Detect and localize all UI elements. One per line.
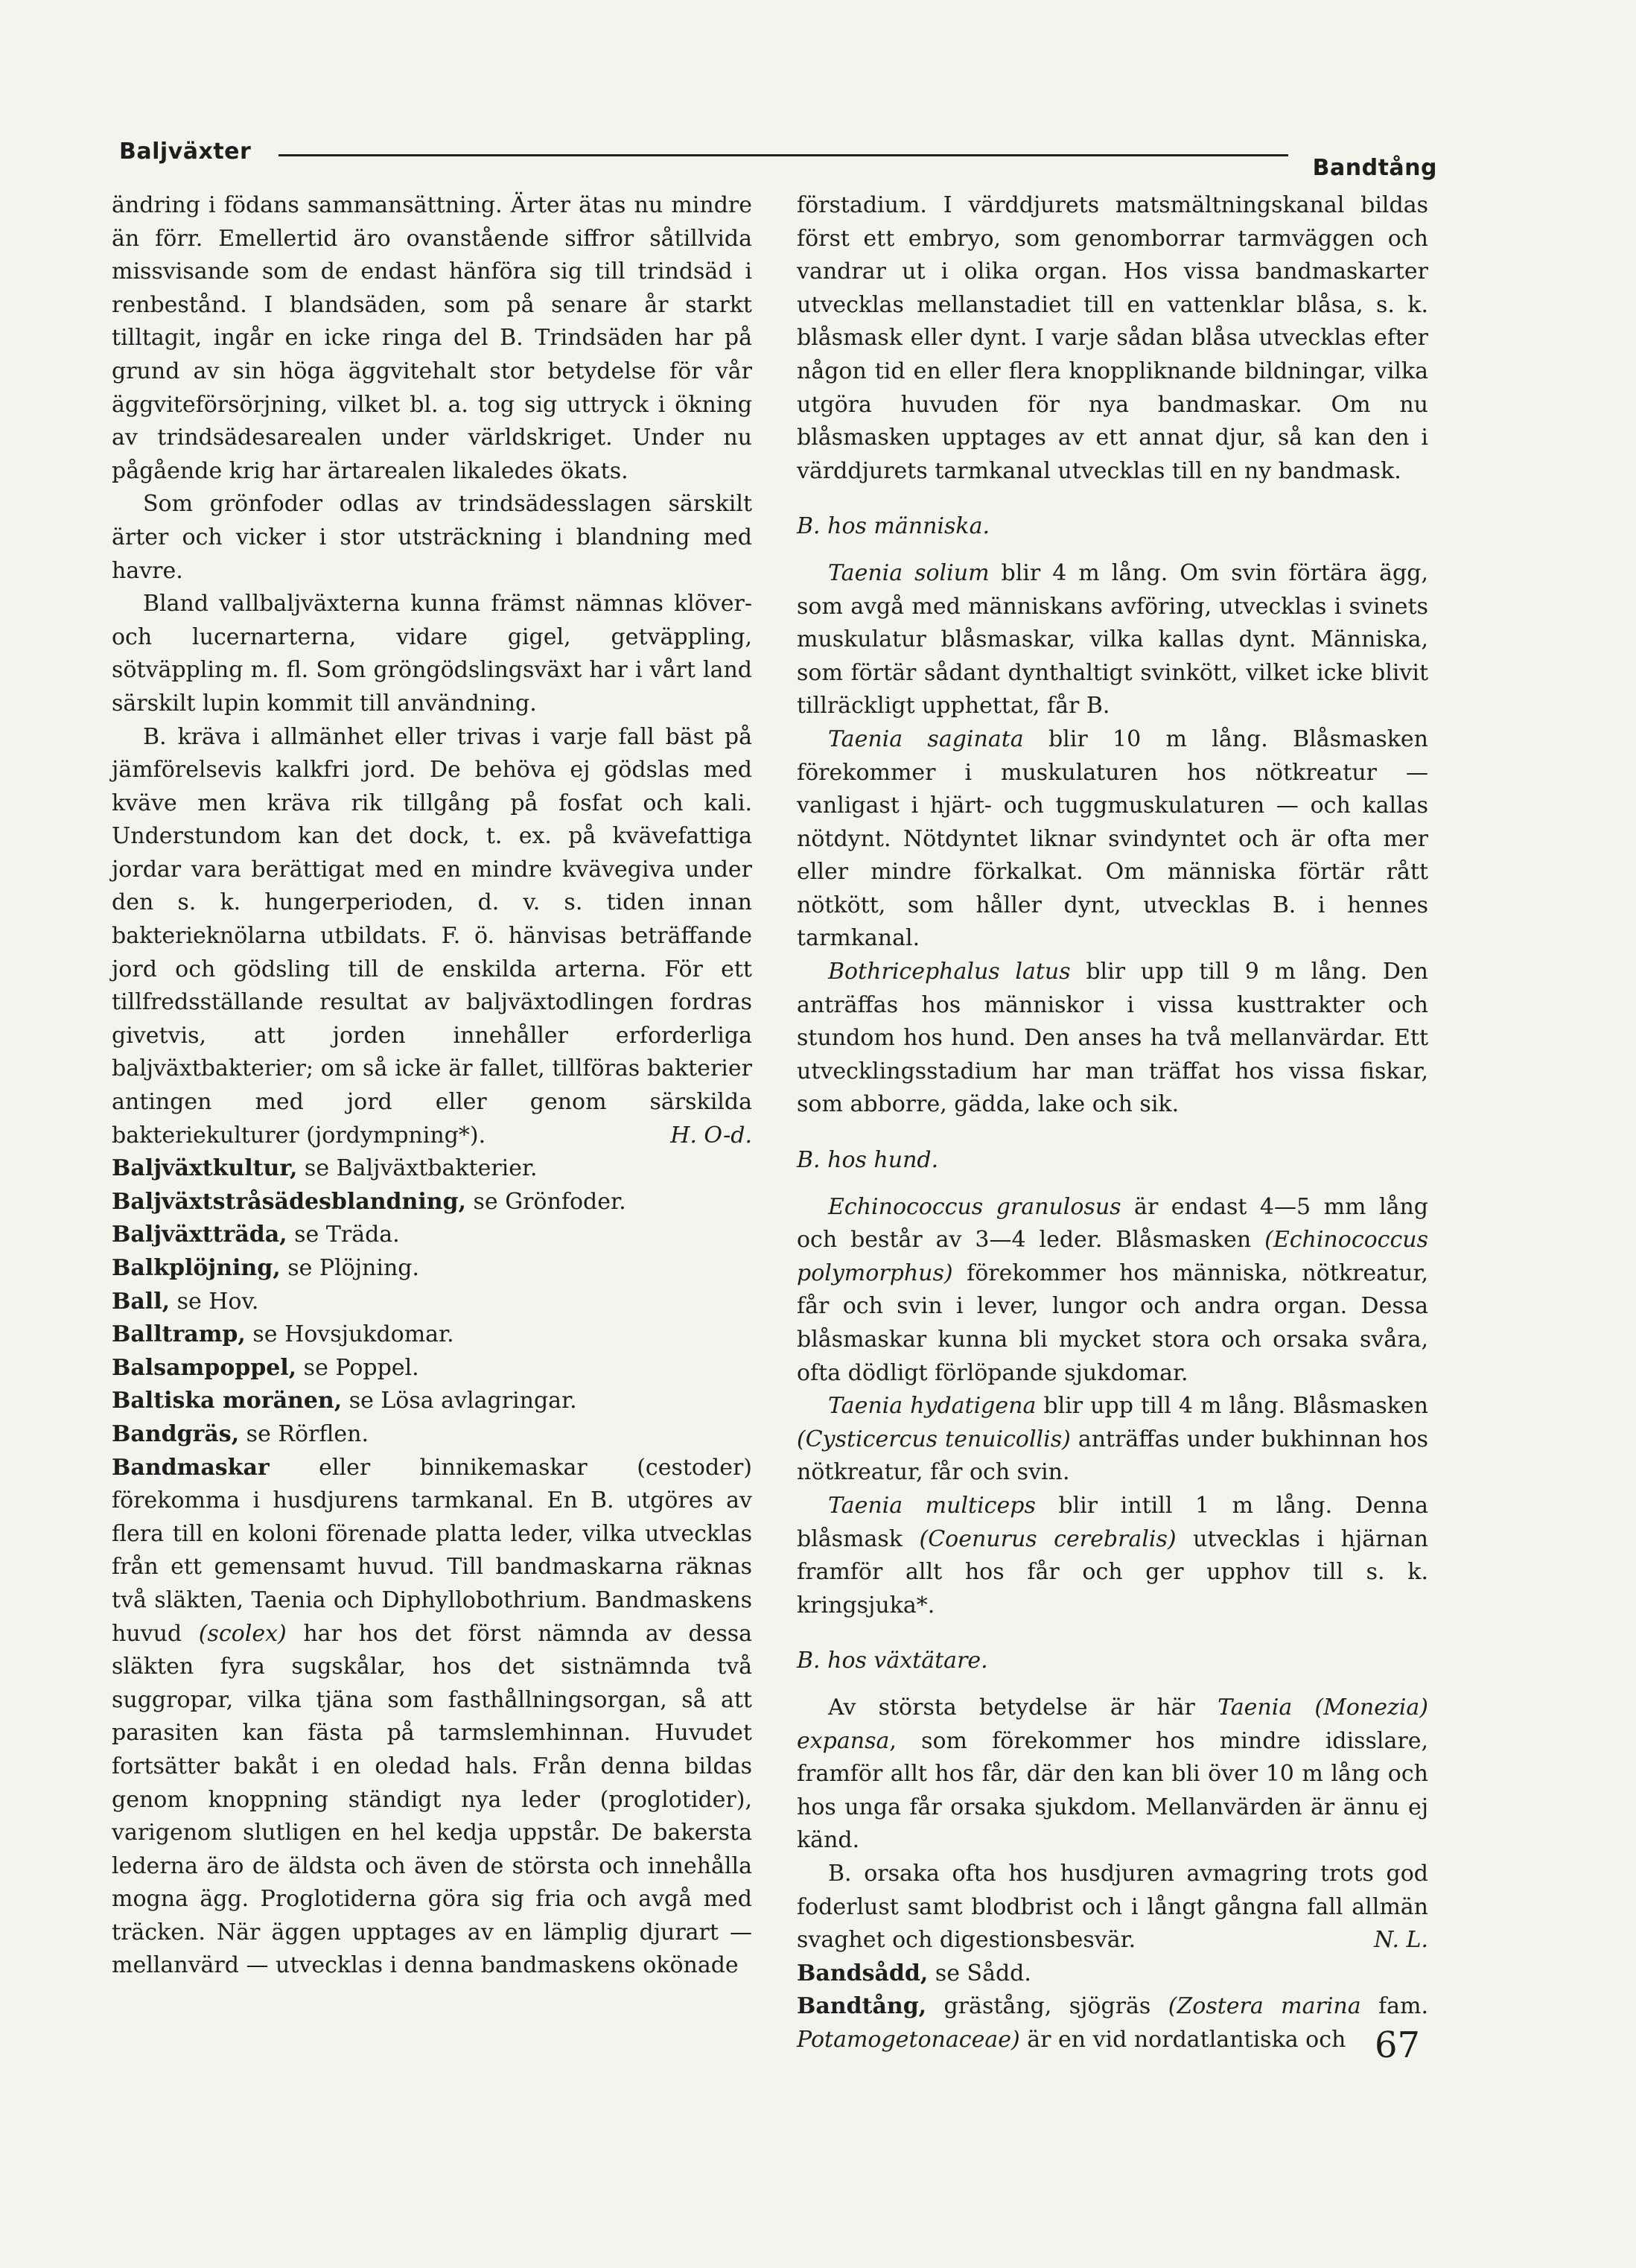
paragraph	[797, 1191, 1428, 1391]
entry-baltiska-moranen	[112, 1385, 752, 1418]
paragraph-text: blir upp till 9 m lång. Den anträffas hos människor i vissa kusttrakter och stundom hos hund. Den anses ha två mellanvärdar. Ett utvecklingsstadium har man träffat hos vissa fiskar, som abborre, gädda, lake och sik.	[797, 959, 1428, 1118]
entry-text: se Rörflen.	[239, 1420, 369, 1447]
species-name: (Coenurus cerebralis)	[919, 1525, 1177, 1552]
headword: Baljväxtkultur,	[112, 1155, 298, 1182]
paragraph	[797, 1390, 1428, 1490]
paragraph	[797, 956, 1428, 1122]
entry-text: grästång, sjögräs	[926, 1993, 1168, 2020]
entry-text: se Hov.	[170, 1288, 259, 1315]
section-heading: B. hos människa.	[797, 513, 990, 540]
paragraph-text: förekommer hos människa, nötkreatur, får och svin i lever, lungor och andra organ. Dessa blåsmaskar kunna bli mycket stora och orsaka svåra, ofta dödligt förlöpande sjukdomar.	[797, 1260, 1428, 1386]
entry-baljvaxtkultur	[112, 1152, 752, 1186]
entry-text: se Grönfoder.	[465, 1188, 626, 1215]
paragraph-text: B. kräva i allmänhet eller trivas i varje fall bäst på jämförelsevis kalkfri jord. De behöva ej gödslas med kväve men kräva rik tillgång på fosfat och kali. Understundom kan det dock, t. ex. på kvävefattiga jordar vara berättigat med en mindre kvävegiva under den s. k. hungerperioden, d. v. s. tiden innan bakterieknölarna utbildats. F. ö. hänvisas beträffande jord och gödsling till de enskilda arterna. För ett tillfredsställande resultat av baljväxtodlingen fordras givetvis, att jorden innehåller erforderliga baljväxtbakterier; om så icke är fallet, tillföras bakterier antingen med jord eller genom särskilda bakteriekulturer (jordympning*).	[112, 723, 752, 1149]
header-left: Baljväxter	[119, 139, 252, 165]
headword: Balltramp,	[112, 1321, 246, 1348]
entry-baljvaxtstrasadesblandning	[112, 1186, 752, 1219]
paragraph-text: blir 4 m lång. Om svin förtära ägg, som avgå med människans avföring, utvecklas i svinets muskulatur blåsmaskar, vilka kallas dynt. Människa, som förtär sådant dynthaltigt svinkött, vilket icke blivit tillräckligt upphettat, får B.	[797, 559, 1429, 720]
entry-text: eller binnikemaskar (cestoder) förekomma i husdjurens tarmkanal. En B. utgöres av flera till en koloni förenade platta leder, vilka utvecklas från ett gemensamt huvud. Till bandmaskarna räknas två släkten, Taenia och Diphyllobothrium. Bandmaskens huvud	[112, 1454, 752, 1647]
paragraph-text: blir intill 1 m lång. Denna blåsmask	[797, 1492, 1429, 1552]
entry-bandsadd	[797, 1957, 1428, 1991]
paragraph	[797, 1490, 1428, 1622]
headword: Balsampoppel,	[112, 1354, 297, 1381]
paragraph	[797, 1858, 1428, 1957]
species-name: (Zostera marina	[1168, 1993, 1361, 2020]
headword: Bandgräs,	[112, 1420, 240, 1447]
section-heading: B. hos hund.	[797, 1147, 939, 1174]
paragraph-text: Av största betydelse är här	[828, 1694, 1218, 1721]
paragraph	[797, 1692, 1428, 1858]
paragraph-text: anträffas under bukhinnan hos nötkreatur, får och svin.	[797, 1426, 1428, 1486]
entry-text: se Hovsjukdomar.	[245, 1321, 454, 1348]
paragraph	[112, 721, 752, 1153]
family-name: Potamogetonaceae)	[797, 2026, 1020, 2053]
species-name: Taenia solium	[828, 559, 990, 586]
author-signature: N. L.	[1374, 1927, 1428, 1954]
species-name: Taenia (Monezia) expansa	[797, 1694, 1428, 1754]
paragraph	[797, 557, 1428, 723]
headword: Baljväxtträda,	[112, 1222, 287, 1248]
entry-bandgras	[112, 1418, 752, 1452]
entry-balsampoppel	[112, 1352, 752, 1385]
right-column	[797, 189, 1428, 2056]
entry-text: se Lösa avlagringar.	[342, 1388, 577, 1414]
section-heading: B. hos växtätare.	[797, 1648, 988, 1674]
species-name: Taenia saginata	[828, 725, 1024, 752]
species-name: (Echinococcus polymorphus)	[797, 1227, 1428, 1286]
entry-baljvaxttrada	[112, 1219, 752, 1252]
entry-text: se Baljväxtbakterier.	[297, 1155, 538, 1182]
paragraph: Som grönfoder odlas av trindsädesslagen särskilt ärter och vicker i stor utsträckning i blandning med havre.	[112, 491, 752, 584]
headword: Bandtång,	[797, 1993, 927, 2020]
paragraph: ändring i födans sammansättning. Ärter ätas nu mindre än förr. Emellertid äro ovanstående siffror såtillvida missvisande som de endast hänföra sig till trindsäd i renbestånd. I blandsäden, som på senare år starkt tilltagit, ingår en icke ringa del B. Trindsäden har på grund av sin höga äggvitehalt stor betydelse för vår äggviteförsörjning, vilket bl. a. tog sig uttryck i ökning av trindsädesarealen under världskriget. Under nu pågående krig har ärtarealen likaledes ökats.	[112, 192, 752, 484]
paragraph-text: , som förekommer hos mindre idisslare, framför allt hos får, där den kan bli över 10 m lång och hos unga får orsaka sjukdom. Mellanvärden är ännu ej känd.	[797, 1727, 1428, 1854]
headword: Ball,	[112, 1288, 171, 1315]
headword: Baltiska moränen,	[112, 1388, 343, 1414]
running-header	[119, 139, 1437, 183]
paragraph-text: blir upp till 4 m lång. Blåsmasken	[1036, 1393, 1428, 1420]
entry-text: har hos det först nämnda av dessa släkten fyra sugskålar, hos det sistnämnda två suggropar, vilka tjäna som fasthållningsorgan, så att parasiten kan fästa på tarmslemhinnan. Huvudet fortsätter bakåt i en oledad hals. Från denna bildas genom knoppning ständigt nya leder (proglotider), varigenom slutligen en hel kedja uppstår. De bakersta lederna äro de äldsta och även de största och innehålla mogna ägg. Proglotiderna göra sig fria och avgå med träcken. När äggen upptages av en lämplig djurart — mellanvärd — utvecklas i denna bandmaskens okönade	[112, 1620, 752, 1979]
entry-text: se Sådd.	[928, 1960, 1031, 1986]
paragraph-text: utvecklas i hjärnan framför allt hos får och ger upphov till s. k. kringsjuka*.	[797, 1525, 1428, 1619]
headword: Baljväxtstråsädesblandning,	[112, 1188, 466, 1215]
entry-ball	[112, 1286, 752, 1319]
author-signature: H. O-d.	[670, 1122, 752, 1149]
header-rule	[278, 154, 1288, 156]
entry-text: är en vid nordatlantiska och	[1019, 2026, 1346, 2053]
entry-text: se Träda.	[287, 1222, 400, 1248]
entry-text: se Poppel.	[296, 1354, 419, 1381]
headword: Balkplöjning,	[112, 1255, 281, 1281]
entry-text: se Plöjning.	[280, 1255, 419, 1281]
header-right: Bandtång	[1312, 155, 1437, 181]
entry-bandmaskar	[112, 1452, 752, 1983]
species-name: Echinococcus granulosus	[828, 1193, 1121, 1220]
entry-balltramp	[112, 1318, 752, 1352]
paragraph	[797, 723, 1428, 956]
page-number: 67	[1375, 2024, 1421, 2066]
latin-term: (scolex)	[198, 1620, 287, 1647]
species-name: Taenia multiceps	[828, 1492, 1036, 1519]
species-name: Taenia hydatigena	[828, 1393, 1037, 1420]
entry-balkplojning	[112, 1252, 752, 1286]
species-name: Bothricephalus latus	[828, 959, 1071, 985]
paragraph: Bland vallbaljväxterna kunna främst nämnas klöver- och lucernarterna, vidare gigel, getväppling, sötväppling m. fl. Som gröngödslingsväxt har i vårt land särskilt lupin kommit till användning.	[112, 591, 752, 717]
paragraph-text: blir 10 m lång. Blåsmasken förekommer i muskulaturen hos nötkreatur — vanligast i hjärt- och tuggmuskulaturen — och kallas nötdynt. Nötdyntet liknar svindyntet och är ofta mer eller mindre förkalkat. Om människa förtär rått nötkött, som håller dynt, utvecklas B. i hennes tarmkanal.	[797, 725, 1429, 952]
species-name: (Cysticercus tenuicollis)	[797, 1426, 1071, 1452]
paragraph-text: är endast 4—5 mm lång och består av 3—4 leder. Blåsmasken	[797, 1193, 1429, 1254]
paragraph: förstadium. I värddjurets matsmältningskanal bildas först ett embryo, som genomborrar tarmväggen och vandrar ut i olika organ. Hos vissa bandmaskarter utvecklas mellanstadiet till en vattenklar blåsa, s. k. blåsmask eller dynt. I varje sådan blåsa utvecklas efter någon tid en eller flera knoppliknande bildningar, vilka utgöra huvuden för nya bandmaskar. Om nu blåsmasken upptages av ett annat djur, så kan den i värddjurets tarmkanal utvecklas till en ny bandmask.	[797, 192, 1428, 484]
paragraph-text: B. orsaka ofta hos husdjuren avmagring trots god foderlust samt blodbrist och i långt gångna fall allmän svaghet och digestionsbesvär.	[797, 1860, 1428, 1954]
entry-bandtang	[797, 1990, 1428, 2056]
entry-text: fam.	[1360, 1993, 1429, 2020]
headword: Bandsådd,	[797, 1960, 929, 1986]
headword: Bandmaskar	[112, 1454, 270, 1481]
left-column	[112, 189, 752, 1983]
